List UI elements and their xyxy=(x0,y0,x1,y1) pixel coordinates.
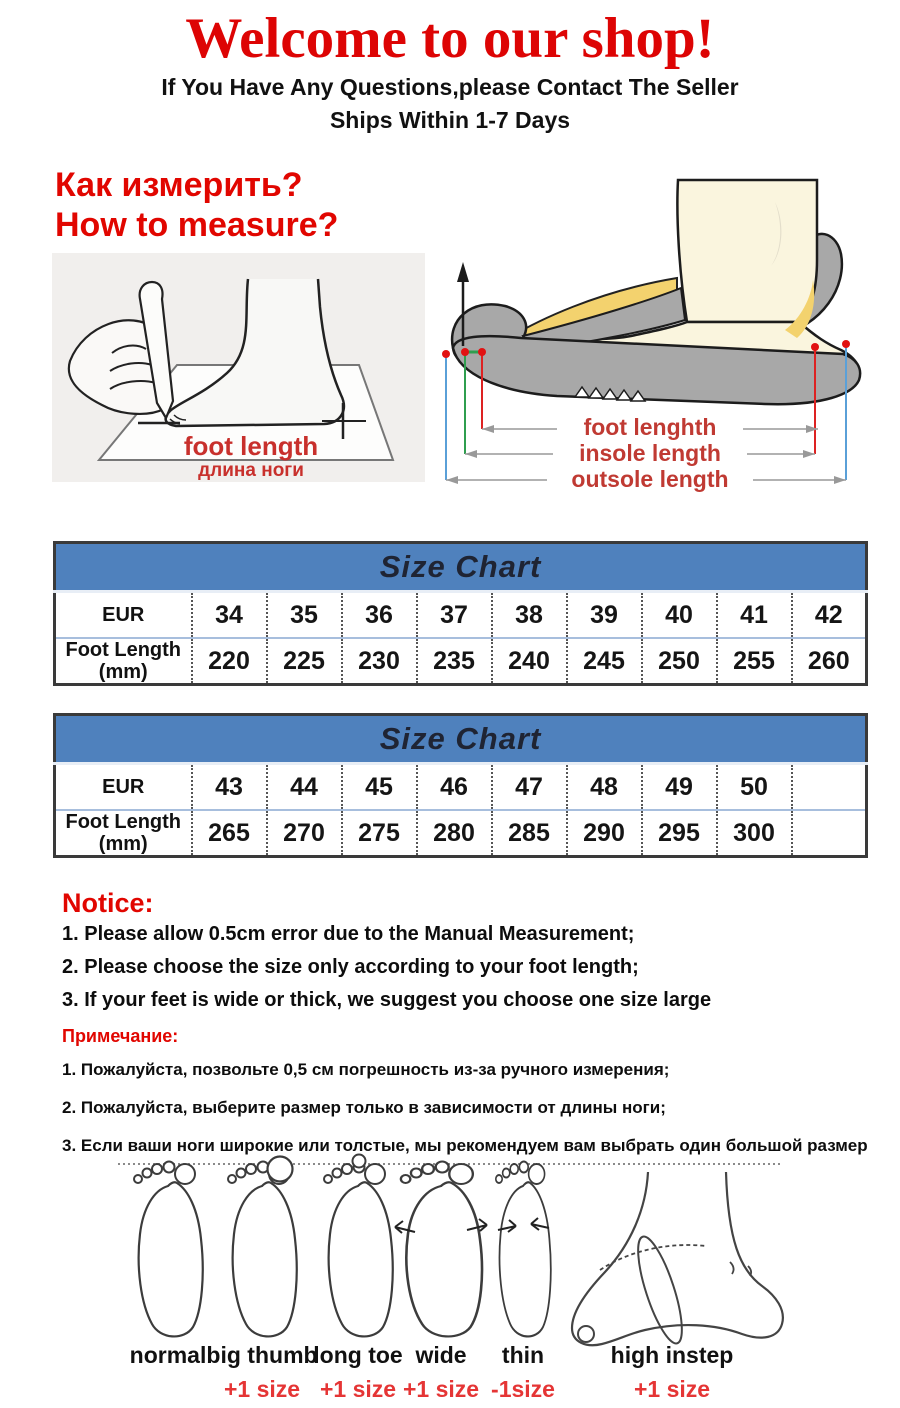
notice-item: 1. Please allow 0.5cm error due to the Manual Measurement; xyxy=(62,923,635,945)
outsole-length-label: outsole length xyxy=(571,466,729,492)
row-label-eur: EUR xyxy=(102,604,145,626)
foot-length-cell: 235 xyxy=(417,638,492,685)
eur-size-cell: 47 xyxy=(492,764,567,811)
notice-item: 3. If your feet is wide or thick, we suggest you choose one size large xyxy=(62,989,712,1011)
eur-size-cell: 50 xyxy=(717,764,792,811)
foot-type-label: thin xyxy=(501,1342,545,1368)
eur-size-cell xyxy=(792,764,867,811)
eur-size-cell: 34 xyxy=(192,592,267,639)
foot-length-cell: 250 xyxy=(642,638,717,685)
foot-length-cell: 245 xyxy=(567,638,642,685)
notice-item-ru: 2. Пожалуйста, выберите размер только в зависимости от длины ноги; xyxy=(62,1098,666,1117)
contact-seller-line: If You Have Any Questions,please Contact The Seller xyxy=(161,74,739,100)
high-instep-foot xyxy=(572,1172,783,1348)
foot-length-cell xyxy=(792,810,867,857)
eur-size-cell: 41 xyxy=(717,592,792,639)
shipping-time-line: Ships Within 1-7 Days xyxy=(329,107,571,133)
row-label-foot-length: Foot Length (mm) xyxy=(55,810,192,857)
size-chart-title: Size Chart xyxy=(55,543,867,592)
foot-length-cell: 280 xyxy=(417,810,492,857)
eur-size-cell: 37 xyxy=(417,592,492,639)
foot-length-cell: 285 xyxy=(492,810,567,857)
foot-length-cell: 290 xyxy=(567,810,642,857)
page-title: Welcome to our shop! xyxy=(185,7,715,70)
foot-length-cell: 300 xyxy=(717,810,792,857)
eur-size-cell: 44 xyxy=(267,764,342,811)
foot-length-cell: 220 xyxy=(192,638,267,685)
foot-length-cell: 240 xyxy=(492,638,567,685)
eur-size-cell: 43 xyxy=(192,764,267,811)
foot-type-label: high instep xyxy=(610,1342,734,1368)
eur-size-cell: 40 xyxy=(642,592,717,639)
notice-item-ru: 1. Пожалуйста, позвольте 0,5 см погрешность из-за ручного измерения; xyxy=(62,1060,670,1079)
notice-heading: Notice: xyxy=(62,888,154,918)
eur-size-cell: 49 xyxy=(642,764,717,811)
foot-length-label: foot lenghth xyxy=(583,414,717,440)
foot-length-cell: 225 xyxy=(267,638,342,685)
eur-size-cell: 39 xyxy=(567,592,642,639)
foot-length-cell: 275 xyxy=(342,810,417,857)
eur-size-cell: 46 xyxy=(417,764,492,811)
eur-size-cell: 48 xyxy=(567,764,642,811)
shoe-measurement-diagram xyxy=(425,168,895,498)
foot-length-cell: 255 xyxy=(717,638,792,685)
insole-length-label: insole length xyxy=(579,440,721,466)
foot-length-caption: foot length xyxy=(183,431,319,461)
foot-length-cell: 260 xyxy=(792,638,867,685)
foot-length-cell: 270 xyxy=(267,810,342,857)
foot-length-cell: 230 xyxy=(342,638,417,685)
foot-type-label: normal xyxy=(129,1342,207,1368)
how-to-measure-heading-ru: Как измерить? xyxy=(55,166,303,204)
foot-type-size-adjust: +1 size xyxy=(633,1376,711,1402)
eur-size-cell: 38 xyxy=(492,592,567,639)
notice-item: 2. Please choose the size only according to your foot length; xyxy=(62,956,639,978)
row-label-foot-length: Foot Length (mm) xyxy=(55,638,192,685)
foot-length-caption-ru: длина ноги xyxy=(198,460,304,481)
foot-type-label: big thumb xyxy=(206,1342,318,1368)
foot-type-size-adjust: +1 size xyxy=(223,1376,301,1402)
foot-length-cell: 295 xyxy=(642,810,717,857)
foot-type-size-adjust: +1 size xyxy=(319,1376,397,1402)
notice-list xyxy=(62,922,711,1021)
size-chart-title: Size Chart xyxy=(55,715,867,764)
foot-type-label: wide xyxy=(415,1342,467,1368)
eur-size-cell: 45 xyxy=(342,764,417,811)
foot-type-size-adjust: +1 size xyxy=(402,1376,480,1402)
foot-type-label: long toe xyxy=(313,1342,403,1368)
notice-heading-ru: Примечание: xyxy=(62,1026,179,1046)
eur-size-cell: 36 xyxy=(342,592,417,639)
foot-length-cell: 265 xyxy=(192,810,267,857)
foot-type-size-adjust: -1size xyxy=(491,1376,555,1402)
eur-size-cell: 35 xyxy=(267,592,342,639)
how-to-measure-heading-en: How to measure? xyxy=(55,206,339,244)
size-chart-table-1 xyxy=(53,541,868,686)
foot-types-illustration xyxy=(0,1150,900,1360)
size-chart-table-2 xyxy=(53,713,868,858)
row-label-eur: EUR xyxy=(102,776,145,798)
eur-size-cell: 42 xyxy=(792,592,867,639)
notice-item-ru: 3. Если ваши ноги широкие или толстые, мы рекомендуем вам выбрать один большой размер xyxy=(62,1136,868,1155)
foot-measure-illustration xyxy=(52,253,425,482)
